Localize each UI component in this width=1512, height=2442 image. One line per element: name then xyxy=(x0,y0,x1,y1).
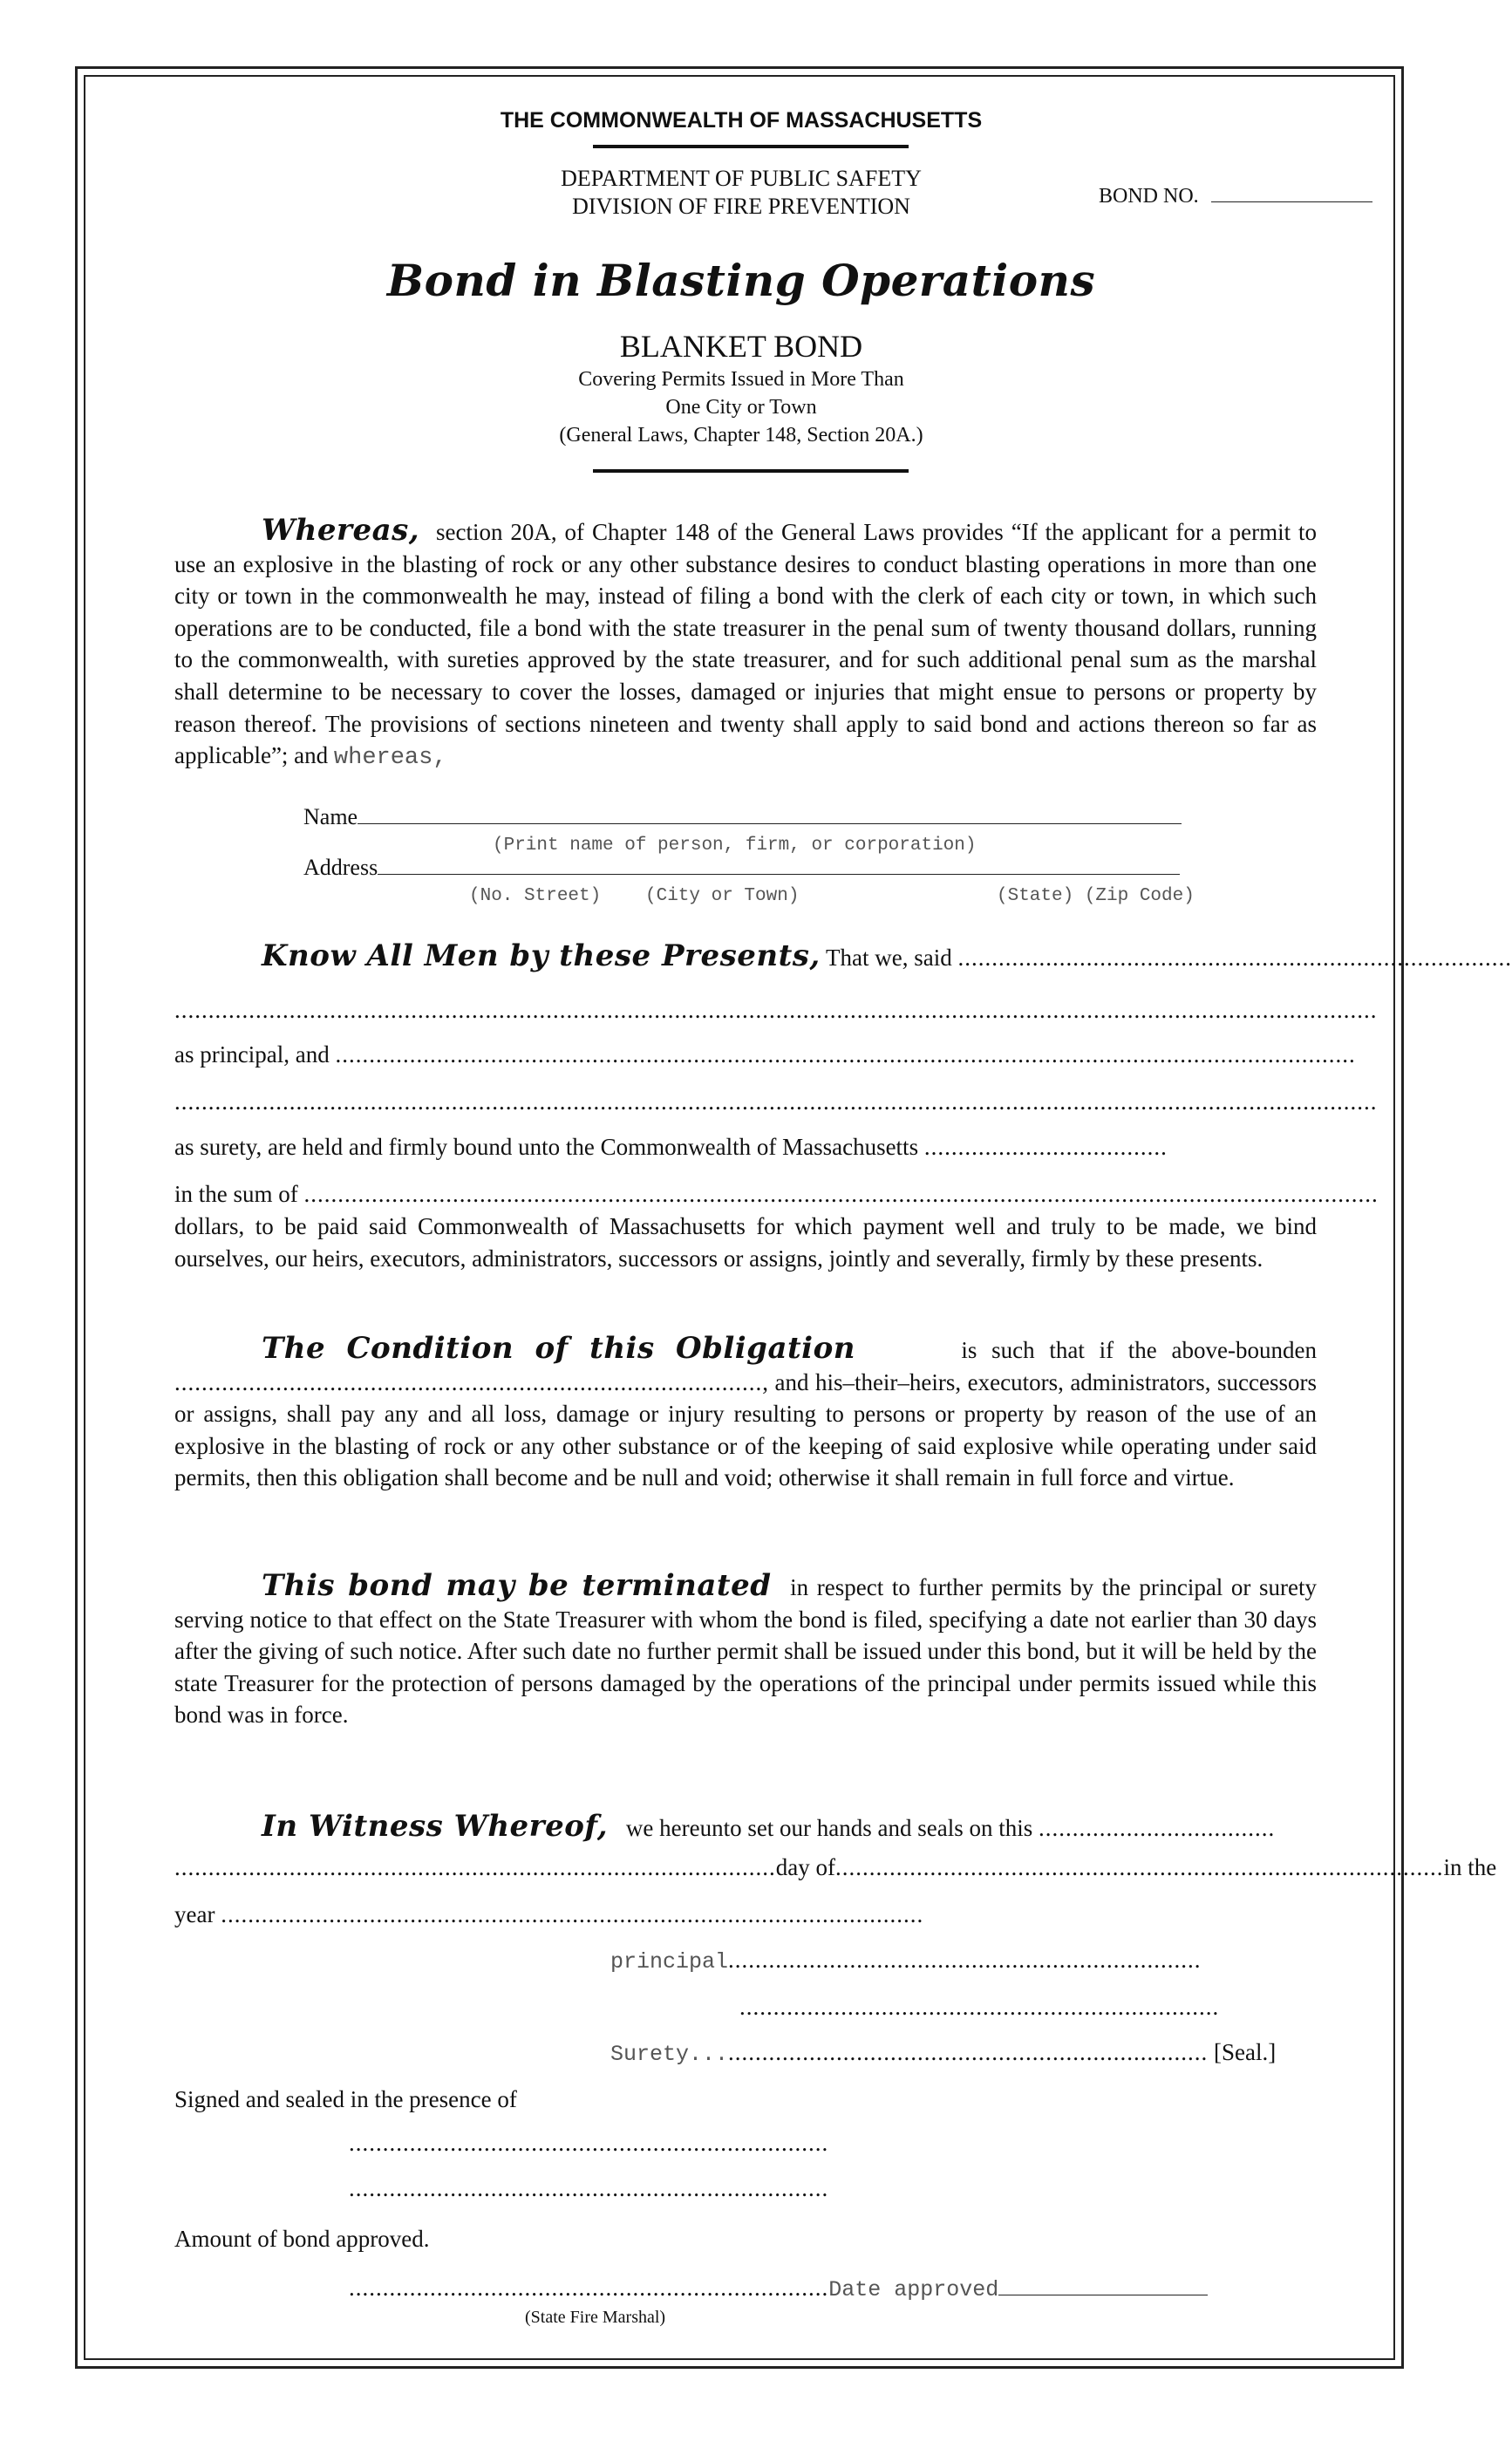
law-citation: (General Laws, Chapter 148, Section 20A.) xyxy=(559,424,923,447)
surety-sign-label: Surety... xyxy=(610,2042,729,2067)
principal-continuation-blank[interactable]: .................................................................................................................................................................................. xyxy=(174,997,1378,1023)
form-subtitle: BLANKET BOND xyxy=(619,329,863,364)
sum-label: in the sum of xyxy=(174,1181,298,1207)
day-of-label: day of xyxy=(775,1854,835,1880)
whereas-paragraph xyxy=(174,515,1317,774)
address-hint-street: (No. Street) xyxy=(469,886,602,906)
address-field[interactable] xyxy=(303,855,1180,881)
whereas-trailing: whereas, xyxy=(333,745,447,772)
marshal-caption: (State Fire Marshal) xyxy=(525,2308,666,2327)
name-field[interactable] xyxy=(303,804,1182,830)
whereas-text: section 20A, of Chapter 148 of the General Laws provides “If the applicant for a permit to use an explosive in the blasting of rock or any other substance desires to conduct blasting operations in more than one city or town in the commonwealth he may, instead of filing a bond with the clerk of each city or town, in which such operations are to be conducted, file a bond with the state treasurer in the penal sum of twenty thousand dollars, running to the commonwealth, with sureties approved by the state treasurer, and for such additional penal sum as the marshal shall determine to be necessary to cover the losses, damaged or injuries that might ensue to persons or property by reason thereof. The provisions of sections nineteen and twenty shall apply to said bond and actions thereon so far as applicable”; and xyxy=(174,519,1318,769)
presence-label: Signed and sealed in the presence of xyxy=(174,2086,517,2112)
surety-signature[interactable] xyxy=(610,2039,1276,2067)
date-approved-line[interactable] xyxy=(998,2279,1208,2295)
department-heading: DEPARTMENT OF PUBLIC SAFETY xyxy=(561,166,922,191)
covering-line-1: Covering Permits Issued in More Than xyxy=(578,368,904,391)
condition-paragraph xyxy=(174,1333,1317,1494)
year-line xyxy=(174,1901,1317,1928)
division-heading: DIVISION OF FIRE PREVENTION xyxy=(572,194,910,219)
know-all-lead: Know All Men by these Presents, xyxy=(262,938,821,973)
address-hint-state-zip: (State) (Zip Code) xyxy=(997,886,1195,906)
principal-sign-blank[interactable]: ...................................................................... xyxy=(728,1947,1202,1973)
year-label: year xyxy=(174,1901,215,1927)
name-hint: (Print name of person, firm, or corporation) xyxy=(493,836,977,856)
header-rule-bottom xyxy=(593,469,909,473)
bond-number-line[interactable] xyxy=(1211,186,1372,202)
sum-line xyxy=(174,1181,1379,1208)
month-blank[interactable]: .......................................................................................... xyxy=(834,1854,1444,1880)
principal-signature-2[interactable]: ....................................................................... xyxy=(739,1994,1220,2020)
condition-text-1: is such that if the above-bounden xyxy=(961,1337,1317,1363)
condition-lead: The Condition of this Obligation xyxy=(262,1331,855,1366)
principal-sign-label: principal xyxy=(610,1949,729,1975)
principal-signature[interactable] xyxy=(610,1947,1202,1975)
header-rule-top xyxy=(593,145,909,148)
name-label: Name xyxy=(303,804,358,829)
date-approved-label: Date approved xyxy=(828,2277,999,2302)
covering-line-2: One City or Town xyxy=(665,396,817,419)
termination-lead: This bond may be terminated xyxy=(262,1568,772,1603)
principal-name-blank[interactable]: .................................................................................. xyxy=(957,945,1512,971)
surety-name-blank[interactable]: ....................................................................................................................................................... xyxy=(335,1041,1356,1068)
witness-text: we hereunto set our hands and seals on this xyxy=(625,1815,1033,1841)
bounden-name-blank[interactable]: ....................................................................................... xyxy=(174,1368,763,1395)
address-line[interactable] xyxy=(378,856,1180,875)
bond-number-label: BOND NO. xyxy=(1099,185,1199,208)
principal-line xyxy=(174,1041,1356,1068)
amount-approved-label: Amount of bond approved. xyxy=(174,2226,430,2252)
know-all-closing: dollars, to be paid said Commonwealth of Massachusetts for which payment well and truly to be made, we bind ourselves, our heirs, executors, administrators, successors or assigns, jointly and severally, firmly by these presents. xyxy=(174,1213,1317,1272)
address-label: Address xyxy=(303,855,378,880)
witness-lead: In Witness Whereof, xyxy=(262,1809,609,1844)
witness-line xyxy=(174,1809,1317,1844)
witness-signature-1[interactable]: ....................................................................... xyxy=(349,2130,829,2156)
know-all-line xyxy=(174,938,1512,973)
know-all-text: That we, said xyxy=(826,945,952,971)
principal-label: as principal, and xyxy=(174,1041,330,1068)
bond-number-field[interactable] xyxy=(1099,185,1372,208)
marshal-sign-blank[interactable]: ....................................................................... xyxy=(349,2275,829,2301)
condition-text-2: , and his–their–heirs, executors, administrators, successors or assigns, shall pay any and all loss, damage or injury resulting to persons or property by reason of the use of an explosive in the blasting of rock or any other substance or of the keeping of said explosive while operating under said permits, then this obligation shall become and be null and void; otherwise it shall remain in full force and virtue. xyxy=(174,1368,1317,1491)
in-the-label: in the xyxy=(1443,1854,1497,1880)
whereas-lead: Whereas, xyxy=(262,513,420,548)
surety-line xyxy=(174,1134,1317,1161)
day-line xyxy=(174,1854,1497,1881)
surety-text: as surety, are held and firmly bound unto the Commonwealth of Massachusetts xyxy=(174,1134,919,1160)
form-title: Bond in Blasting Operations xyxy=(386,255,1096,306)
address-hint-city: (City or Town) xyxy=(645,886,800,906)
year-blank[interactable]: ........................................................................................................ xyxy=(221,1901,924,1927)
seal-label: [Seal.] xyxy=(1214,2039,1277,2065)
day-blank[interactable]: ......................................................................................... xyxy=(174,1854,776,1880)
termination-text: in respect to further permits by the principal or surety serving notice to that effect on the State Treasurer with whom the bond is filed, specifying a date not earlier than 30 days after the giving of such notice. After such date no further permit shall be issued under this bond, but it will be held by the state Treasurer for the protection of persons damaged by the operations of the principal under permits issued while this bond was in force. xyxy=(174,1574,1318,1729)
sum-blank[interactable]: ............................................................................................................................................................... xyxy=(303,1181,1379,1207)
surety-extra-blank[interactable]: .................................... xyxy=(923,1134,1168,1160)
condition-first-line xyxy=(174,1333,1317,1367)
surety-continuation-blank[interactable]: .................................................................................................................................................................................. xyxy=(174,1088,1378,1115)
commonwealth-heading: THE COMMONWEALTH OF MASSACHUSETTS xyxy=(500,108,983,133)
witness-signature-2[interactable]: ....................................................................... xyxy=(349,2175,829,2201)
termination-paragraph xyxy=(174,1570,1317,1731)
surety-sign-blank[interactable]: ....................................................................... xyxy=(728,2039,1209,2065)
witness-date-blank[interactable]: ................................... xyxy=(1039,1815,1276,1841)
name-line[interactable] xyxy=(358,806,1182,824)
marshal-approval-line[interactable] xyxy=(349,2275,1208,2302)
